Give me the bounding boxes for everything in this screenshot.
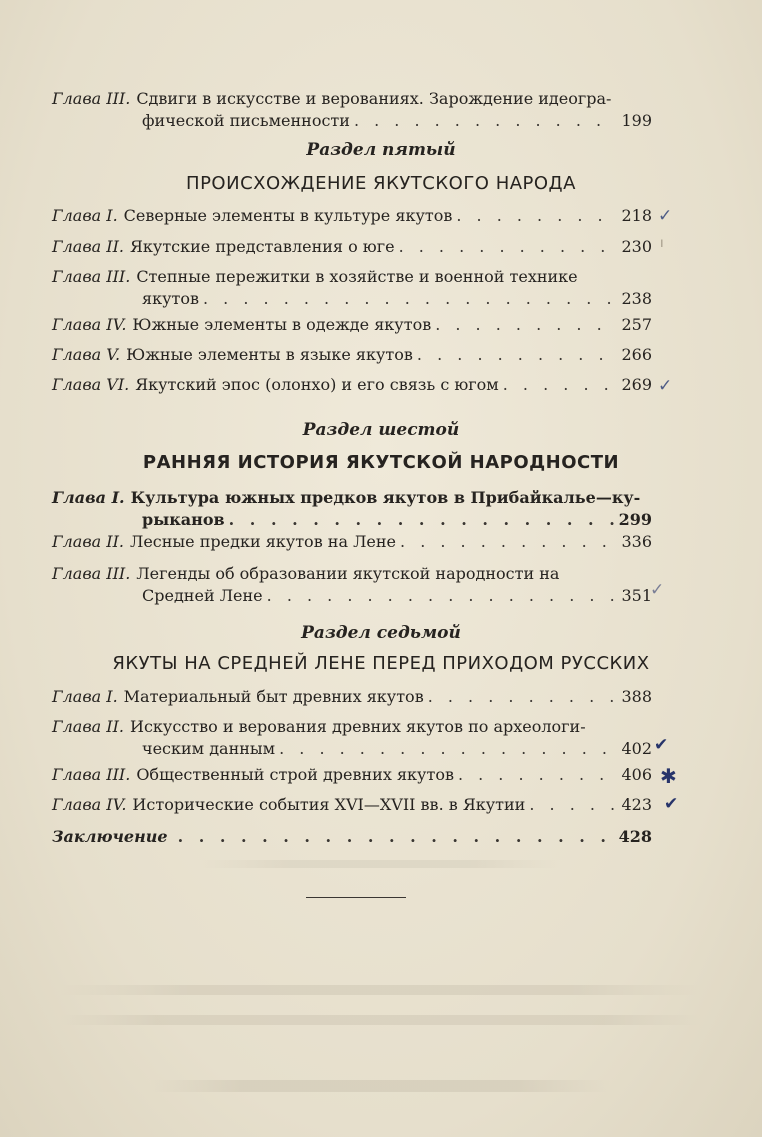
section-label: Раздел шестой [302, 420, 460, 440]
chapter-title: Легенды об образовании якутской народности на [136, 564, 560, 583]
chapter-label: Глава I. [52, 488, 125, 507]
page-number: 299 [618, 510, 652, 529]
chapter-title: Якутский эпос (олонхо) и его связь с югом [135, 375, 499, 394]
ink-check-icon: ✔ [664, 794, 679, 814]
chapter-label: Глава II. [52, 532, 124, 551]
toc-entry [52, 794, 652, 816]
chapter-title: Южные элементы в одежде якутов [132, 315, 432, 334]
leader-dots [458, 764, 614, 786]
chapter-label: Глава III. [52, 267, 131, 286]
chapter-label: Глава IV. [52, 315, 127, 334]
chapter-label: Глава I. [52, 687, 118, 706]
toc-entry [52, 531, 652, 553]
leader-dots [203, 288, 614, 310]
page-number: 218 [621, 206, 652, 225]
leader-dots [435, 314, 614, 336]
bleed-through-line [150, 1080, 610, 1092]
toc-entry-conclusion [52, 826, 652, 848]
toc-entry [52, 88, 652, 132]
chapter-label: Глава I. [52, 206, 118, 225]
leader-dots [428, 686, 614, 708]
conclusion-label: Заключение [52, 827, 168, 846]
pencil-check-icon: ✓ [650, 580, 665, 600]
chapter-label: Глава IV. [52, 795, 127, 814]
leader-dots [529, 794, 614, 816]
toc-entry [52, 236, 652, 258]
section-title: РАННЯЯ ИСТОРИЯ ЯКУТСКОЙ НАРОДНОСТИ [142, 452, 620, 473]
chapter-label: Глава V. [52, 345, 121, 364]
chapter-title: Искусство и верования древних якутов по археологи- [129, 717, 586, 736]
chapter-title: Степные пережитки в хозяйстве и военной технике [136, 267, 578, 286]
closing-rule [306, 897, 406, 898]
leader-dots [279, 738, 614, 760]
chapter-title: Общественный строй древних якутов [136, 765, 454, 784]
chapter-title-cont: рыканов [142, 510, 225, 529]
toc-entry [52, 374, 652, 396]
chapter-label: Глава III. [52, 765, 131, 784]
chapter-label: Глава VI. [52, 375, 130, 394]
toc-entry [52, 314, 652, 336]
pencil-tick-icon: ı [660, 236, 664, 251]
page-number: 428 [618, 827, 652, 846]
leader-dots [267, 585, 614, 607]
page-number: 423 [621, 795, 652, 814]
chapter-title: Северные элементы в культуре якутов [123, 206, 453, 225]
toc-entry [52, 716, 652, 760]
section-label: Раздел седьмой [301, 623, 461, 643]
toc-entry [52, 563, 652, 607]
toc-entry [52, 764, 652, 786]
leader-dots [417, 344, 614, 366]
bleed-through-line [60, 985, 700, 995]
chapter-title: Исторические события XVI—XVII вв. в Якутии [132, 795, 526, 814]
leader-dots [399, 236, 614, 258]
chapter-title: Южные элементы в языке якутов [126, 345, 413, 364]
chapter-label: Глава II. [52, 717, 124, 736]
page-number: 406 [621, 765, 652, 784]
pencil-check-icon: ✓ [658, 376, 673, 396]
chapter-title-cont: якутов [142, 289, 199, 308]
leader-dots [178, 826, 614, 848]
toc-entry [52, 205, 652, 227]
page-number: 199 [621, 111, 652, 130]
leader-dots [400, 531, 614, 553]
chapter-label: Глава II. [52, 237, 124, 256]
chapter-title: Лесные предки якутов на Лене [129, 532, 397, 551]
page-number: 351 [621, 586, 652, 605]
chapter-label: Глава III. [52, 89, 131, 108]
section-label: Раздел пятый [306, 140, 456, 160]
chapter-title: Сдвиги в искусстве и верованиях. Зарождение идеогра- [136, 89, 612, 108]
chapter-title-cont: фической письменности [142, 111, 350, 130]
section-title: ЯКУТЫ НА СРЕДНЕЙ ЛЕНЕ ПЕРЕД ПРИХОДОМ РУССКИХ [112, 653, 650, 674]
toc-entry [52, 344, 652, 366]
pencil-check-icon: ✓ [658, 206, 673, 226]
page-number: 238 [621, 289, 652, 308]
leader-dots [503, 374, 614, 396]
chapter-title-cont: ческим данным [142, 739, 276, 758]
leader-dots [354, 110, 614, 132]
toc-entry [52, 487, 652, 531]
bleed-through-line [200, 860, 560, 868]
chapter-title: Материальный быт древних якутов [123, 687, 424, 706]
chapter-title-cont: Средней Лене [142, 586, 263, 605]
page-number: 388 [621, 687, 652, 706]
page-number: 336 [621, 532, 652, 551]
section-title: ПРОИСХОЖДЕНИЕ ЯКУТСКОГО НАРОДА [186, 173, 576, 194]
chapter-label: Глава III. [52, 564, 131, 583]
ink-check-icon: ✔ [654, 735, 669, 755]
ink-blot-icon: ✱ [660, 764, 677, 788]
toc-entry [52, 686, 652, 708]
bleed-through-line [60, 1015, 700, 1025]
leader-dots [456, 205, 614, 227]
chapter-title: Якутские представления о юге [129, 237, 395, 256]
page-number: 269 [621, 375, 652, 394]
leader-dots [229, 509, 614, 531]
chapter-title: Культура южных предков якутов в Прибайкалье—ку- [130, 488, 641, 507]
page-number: 230 [621, 237, 652, 256]
page-number: 266 [621, 345, 652, 364]
page-number: 402 [621, 739, 652, 758]
page-number: 257 [621, 315, 652, 334]
toc-entry [52, 266, 652, 310]
